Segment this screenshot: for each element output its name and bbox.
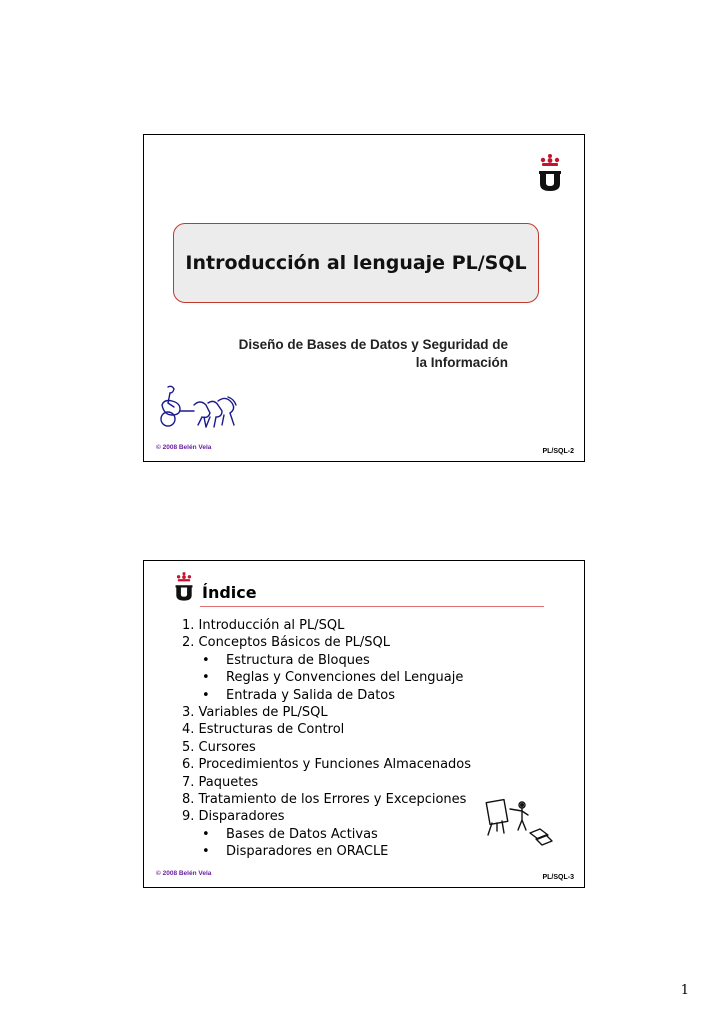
course-subtitle	[188, 336, 508, 372]
bullet-icon: •	[202, 826, 210, 842]
list-item: • Entrada y Salida de Datos	[202, 687, 396, 703]
list-item: 9. Disparadores	[182, 809, 285, 825]
slide-id: PL/SQL-2	[542, 448, 574, 455]
presenter-clipart	[484, 793, 556, 853]
subtitle-line-1: Diseño de Bases de Datos y Seguridad de	[238, 337, 508, 352]
list-item: 4. Estructuras de Control	[182, 722, 345, 738]
university-logo-icon	[174, 571, 194, 601]
list-item: 1. Introducción al PL/SQL	[182, 618, 345, 633]
list-item: • Estructura de Bloques	[202, 652, 370, 668]
chariot-illustration	[150, 383, 242, 439]
list-item: 6. Procedimientos y Funciones Almacenados	[182, 757, 472, 773]
list-item: 2. Conceptos Básicos de PL/SQL	[182, 635, 391, 651]
bullet-icon: •	[202, 670, 210, 686]
copyright-text: © 2008 Belén Vela	[156, 444, 212, 451]
slide-title	[143, 134, 585, 462]
title-divider	[200, 606, 544, 607]
bullet-icon: •	[202, 652, 210, 668]
list-item: 5. Cursores	[182, 739, 256, 755]
list-item: • Reglas y Convenciones del Lenguaje	[202, 670, 464, 686]
list-item: • Bases de Datos Activas	[202, 826, 378, 842]
list-item: 7. Paquetes	[182, 774, 259, 790]
subtitle-line-2: la Información	[415, 355, 508, 370]
slide-index	[143, 560, 585, 888]
slide-title-text: Introducción al lenguaje PL/SQL	[185, 252, 527, 274]
index-list	[182, 617, 471, 861]
bullet-icon: •	[202, 844, 210, 860]
index-title: Índice	[202, 583, 257, 602]
list-item: 8. Tratamiento de los Errores y Excepciones	[182, 792, 467, 808]
slide-id: PL/SQL-3	[542, 874, 574, 881]
list-item: 3. Variables de PL/SQL	[182, 705, 328, 721]
list-item: • Disparadores en ORACLE	[202, 844, 389, 860]
university-logo-icon	[537, 153, 563, 191]
title-box	[173, 223, 539, 303]
page-number: 1	[680, 983, 689, 998]
copyright-text: © 2008 Belén Vela	[156, 870, 212, 877]
bullet-icon: •	[202, 687, 210, 703]
